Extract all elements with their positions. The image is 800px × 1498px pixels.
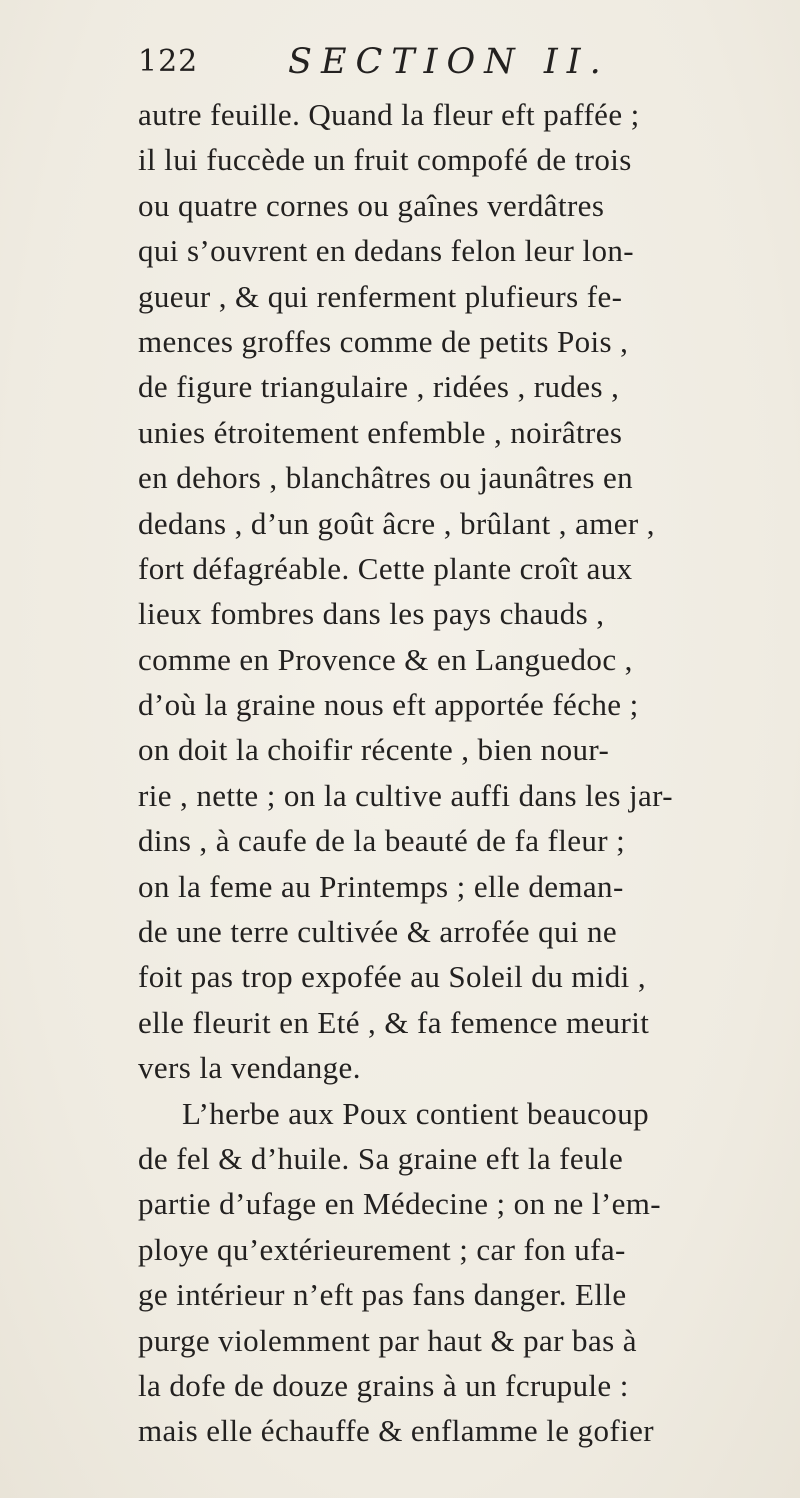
text-line: rie , nette ; on la cultive auffi dans les jar- xyxy=(138,777,673,813)
text-line: elle fleurit en Eté , & fa femence meurit xyxy=(138,1004,650,1040)
running-head: SECTION II. xyxy=(288,42,610,82)
text-line: dedans , d’un goût âcre , brûlant , amer , xyxy=(138,505,655,541)
text-line: ou quatre cornes ou gaînes verdâtres xyxy=(138,187,605,223)
text-line: ge intérieur n’eft pas fans danger. Elle xyxy=(138,1277,627,1313)
text-line: gueur , & qui renferment plufieurs fe- xyxy=(138,278,623,314)
text-line: qui s’ouvrent en dedans felon leur lon- xyxy=(138,233,634,269)
text-line: mences groffes comme de petits Pois , xyxy=(138,323,629,359)
text-line: de figure triangulaire , ridées , rudes , xyxy=(138,369,620,405)
text-line: on doit la choifir récente , bien nour- xyxy=(138,732,610,768)
text-line: vers la vendange. xyxy=(138,1050,361,1086)
text-line: d’où la graine nous eft apportée féche ; xyxy=(138,687,639,723)
page-header xyxy=(138,42,758,92)
text-line: partie d’ufage en Médecine ; on ne l’em- xyxy=(138,1186,661,1222)
text-line: foit pas trop expofée au Soleil du midi , xyxy=(138,959,646,995)
body-text xyxy=(138,92,798,1454)
text-line: fort défagréable. Cette plante croît aux xyxy=(138,550,633,586)
text-line: lieux fombres dans les pays chauds , xyxy=(138,596,605,632)
text-line: en dehors , blanchâtres ou jaunâtres en xyxy=(138,460,634,496)
text-line: il lui fuccède un fruit compofé de trois xyxy=(138,142,632,178)
text-line: de fel & d’huile. Sa graine eft la feule xyxy=(138,1140,624,1176)
text-line: dins , à caufe de la beauté de fa fleur ; xyxy=(138,823,626,859)
text-line: unies étroitement enfemble , noirâtres xyxy=(138,414,623,450)
paragraph-start-line: L’herbe aux Poux contient beaucoup xyxy=(182,1095,649,1131)
text-line: la dofe de douze grains à un fcrupule : xyxy=(138,1367,629,1403)
text-line: mais elle échauffe & enflamme le gofier xyxy=(138,1413,654,1449)
text-line: on la feme au Printemps ; elle deman- xyxy=(138,868,624,904)
text-line: de une terre cultivée & arrofée qui ne xyxy=(138,914,618,950)
page-number: 122 xyxy=(138,44,199,79)
text-line: purge violemment par haut & par bas à xyxy=(138,1322,637,1358)
text-line: autre feuille. Quand la fleur eft paffée ; xyxy=(138,97,640,132)
text-line: ploye qu’extérieurement ; car fon ufa- xyxy=(138,1231,626,1267)
text-line: comme en Provence & en Languedoc , xyxy=(138,641,633,677)
